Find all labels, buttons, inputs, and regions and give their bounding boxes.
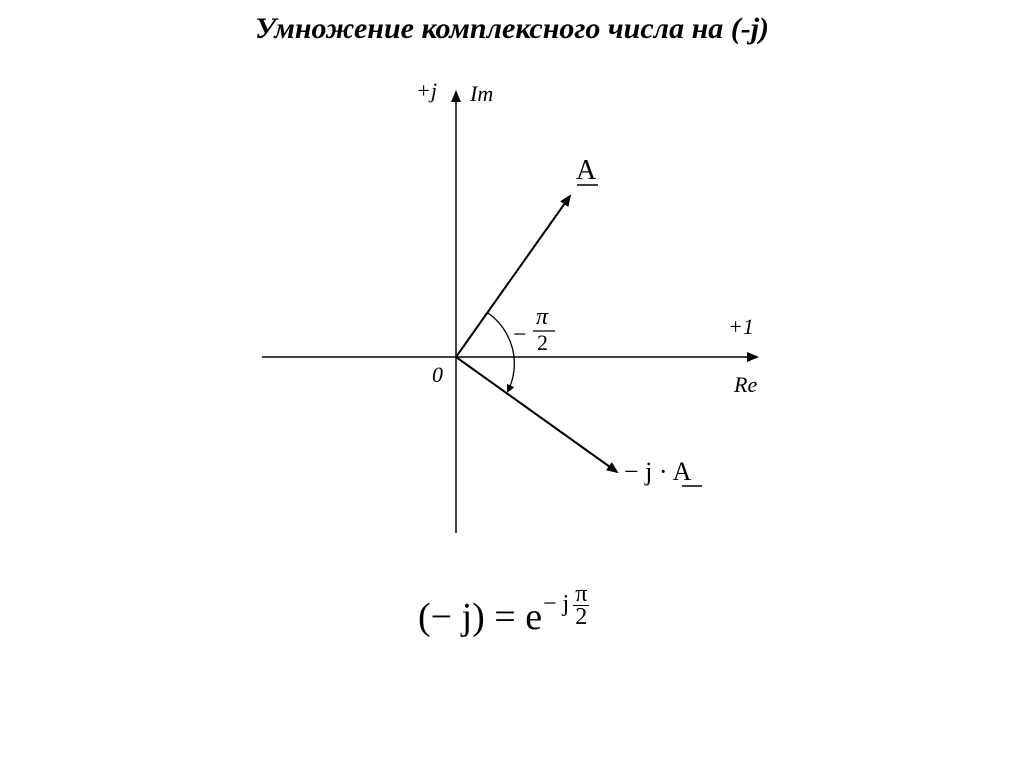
angle-numerator: π xyxy=(536,304,549,330)
imag-axis-label: Im xyxy=(470,81,494,106)
formula xyxy=(418,581,588,639)
real-unit-label: +1 xyxy=(728,314,754,339)
imag-unit-label: +j xyxy=(416,78,437,103)
angle-denominator: 2 xyxy=(537,330,548,355)
real-axis-label: Re xyxy=(734,372,758,397)
exponent-fraction xyxy=(573,583,589,628)
formula-lhs: (− j) = e xyxy=(418,596,543,638)
exponent-prefix: − j xyxy=(543,591,570,618)
angle-sign: − xyxy=(513,322,527,348)
exponent-numerator: π xyxy=(575,581,588,607)
vector-rotated-label: − j · A xyxy=(624,457,692,486)
vector-minus-j-a xyxy=(456,357,617,472)
vector-a-label: A xyxy=(576,155,597,186)
rotation-arc xyxy=(488,313,514,391)
formula-exponent xyxy=(543,583,589,628)
exponent-denominator: 2 xyxy=(575,604,588,630)
origin-label: 0 xyxy=(432,362,443,387)
slide-title: Умножение комплексного числа на (-j) xyxy=(254,12,770,45)
